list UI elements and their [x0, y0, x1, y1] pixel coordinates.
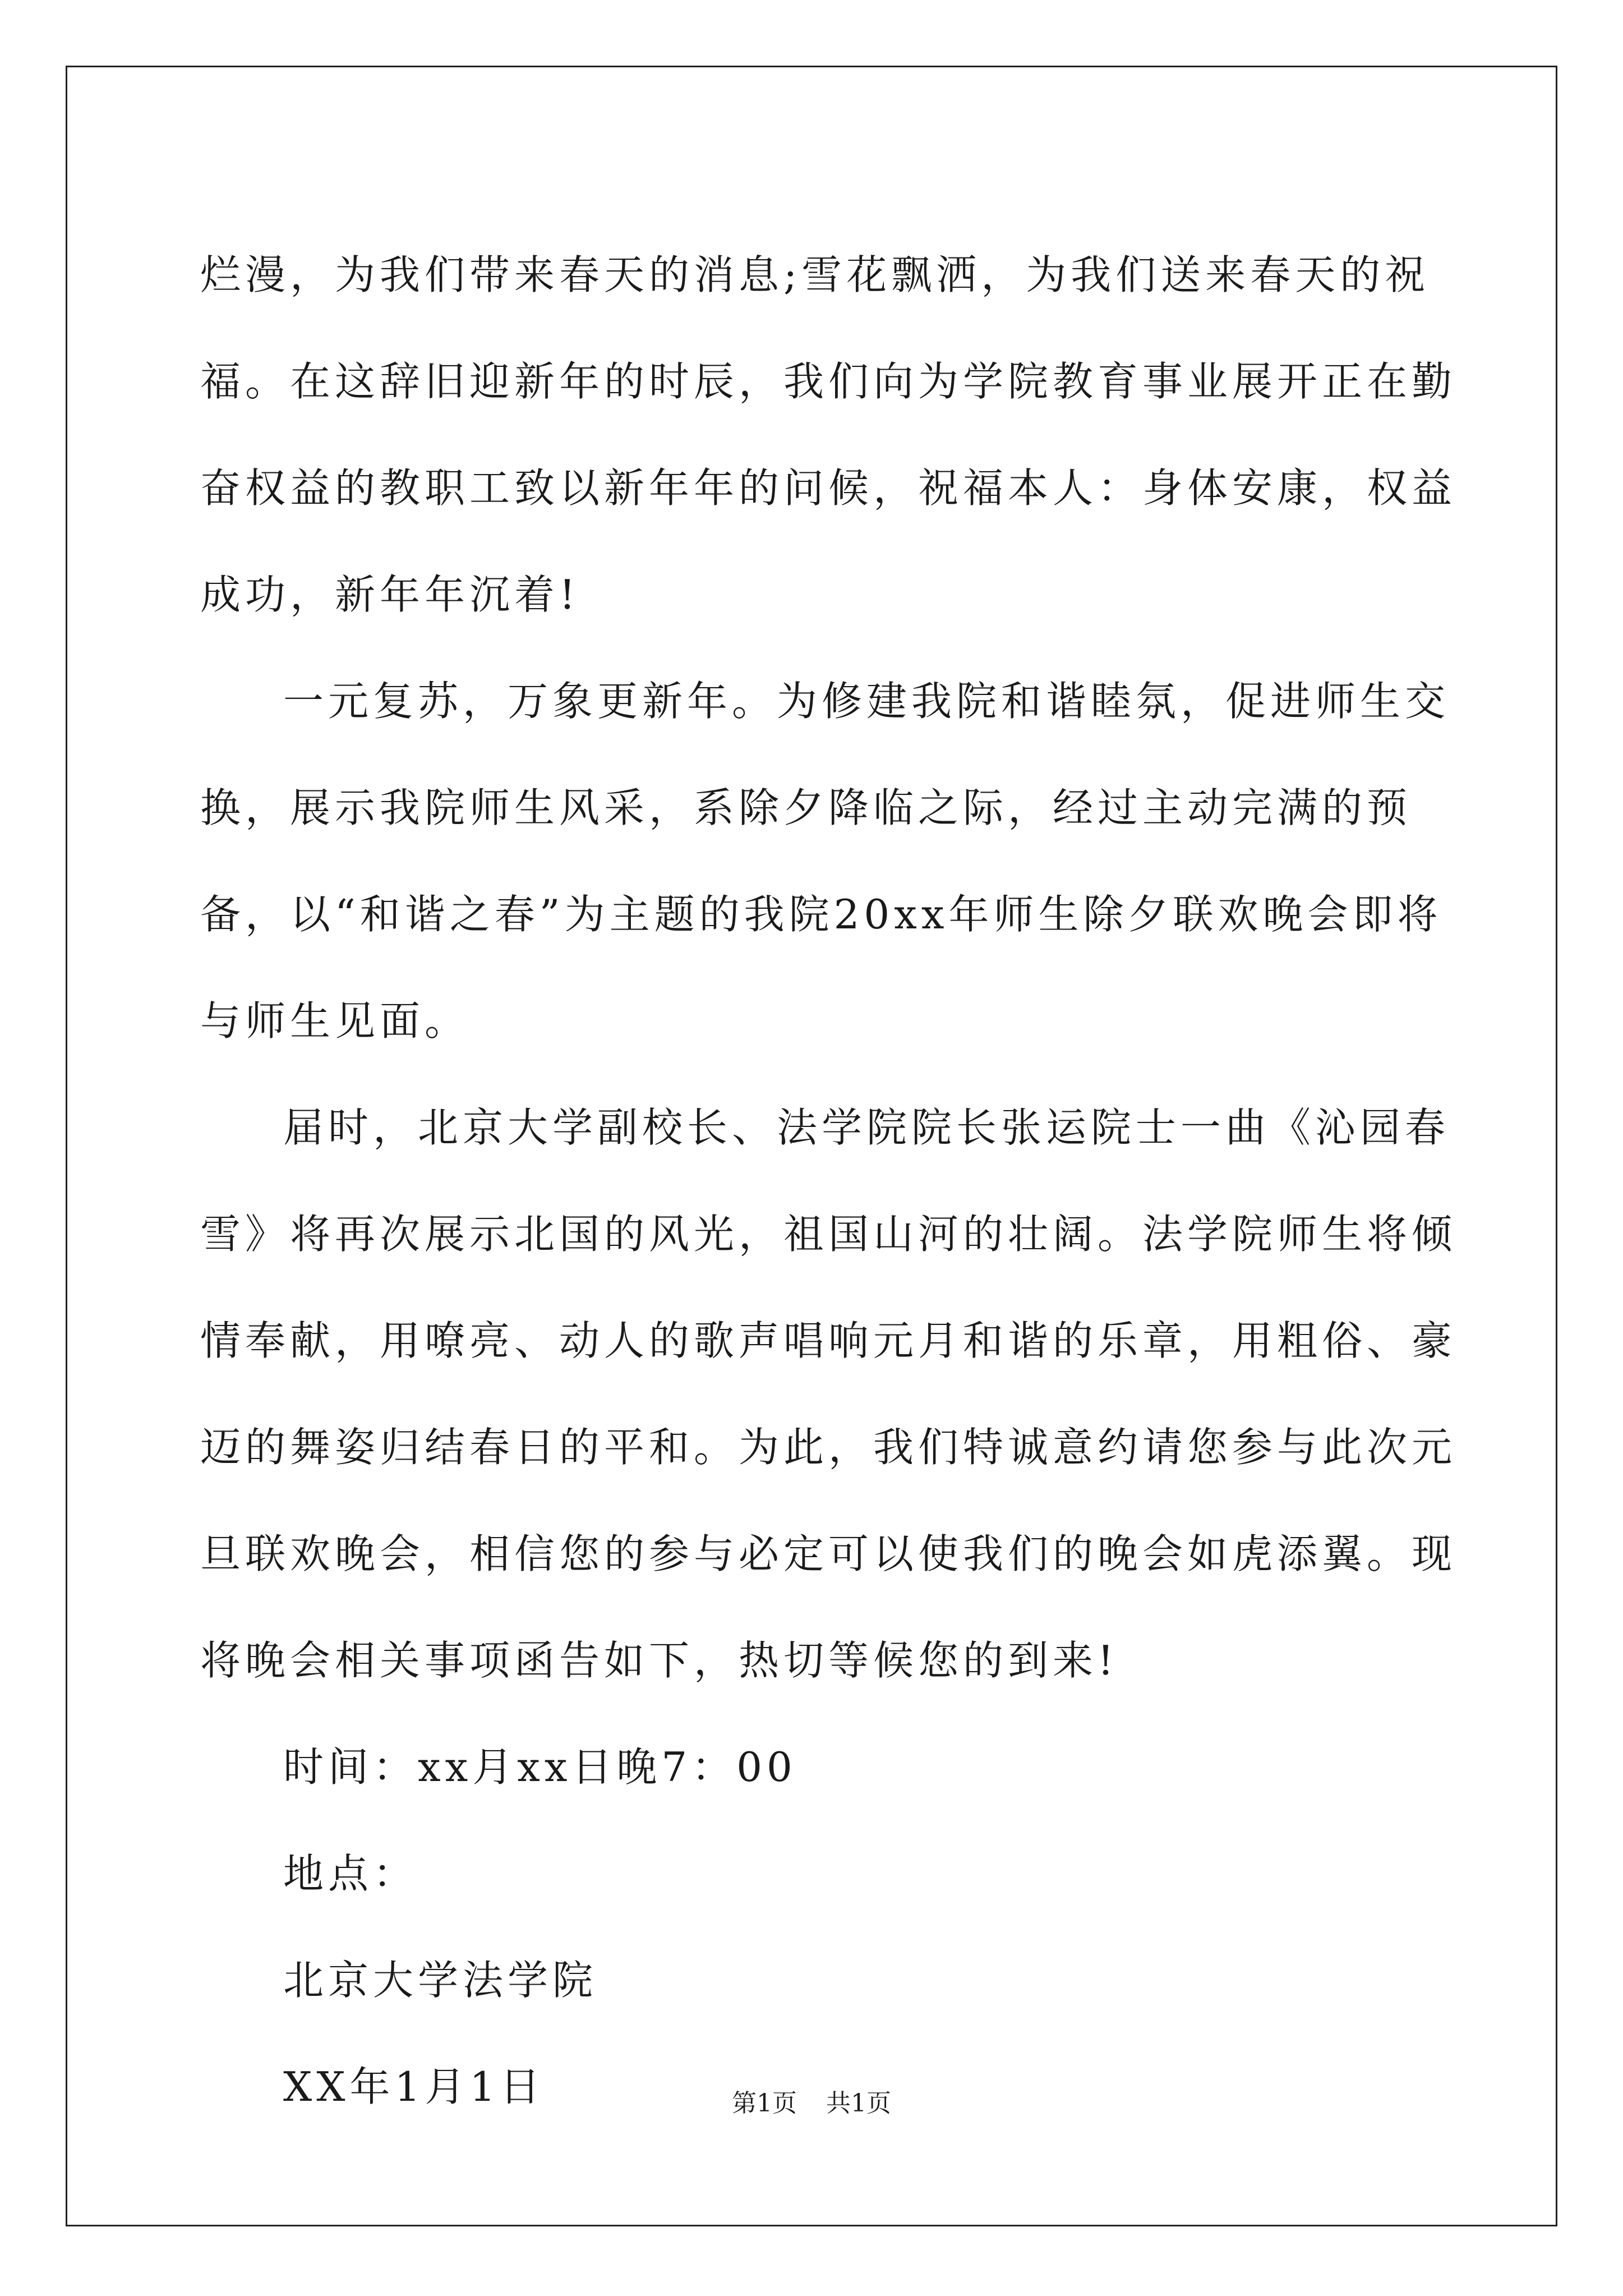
- page-number-total: 共1页: [826, 2089, 891, 2118]
- paragraph-invitation: 届时，北京大学副校长、法学院院长张运院士一曲《沁园春 雪》将再次展示北国的风光，祖国山河的壮阔。法学院师生将倾情奉献，用嘹亮、动人的歌声唱响元月和谐的乐章，用粗俗、豪迈的舞姿归结春日的平和。为此，我们特诚意约请您参与此次元旦联欢晚会，相信您的参与必定可以使我们的晚会如虎添翼。现将晚会相关事项函告如下，热切等候您的到来!: [200, 1104, 1457, 1684]
- page-number-current: 第1页: [732, 2089, 797, 2118]
- signature-date: XX年1月1日: [283, 2063, 545, 2110]
- signature-organization: 北京大学法学院: [283, 1957, 598, 2004]
- event-location: 地点：: [283, 1850, 418, 1897]
- event-time: 时间：xx月xx日晚7：00: [283, 1743, 797, 1791]
- document-body: [200, 222, 1468, 2140]
- paragraph-greeting: 烂漫，为我们带来春天的消息;雪花飘洒，为我们送来春天的祝福。在这辞旧迎新年的时辰，我们向为学院教育事业展开正在勤奋权益的教职工致以新年年的问候，祝福本人：身体安康，权益成功，新年年沉着!: [200, 251, 1457, 618]
- paragraph-event-intro: 一元复苏，万象更新年。为修建我院和谐睦氛，促进师生交换，展示我院师生风采，系除夕降临之际，经过主动完满的预备，以“和谐之春”为主题的我院20xx年师生除夕联欢晚会即将与师生见面。: [200, 678, 1450, 1045]
- page-footer: [0, 2087, 1623, 2120]
